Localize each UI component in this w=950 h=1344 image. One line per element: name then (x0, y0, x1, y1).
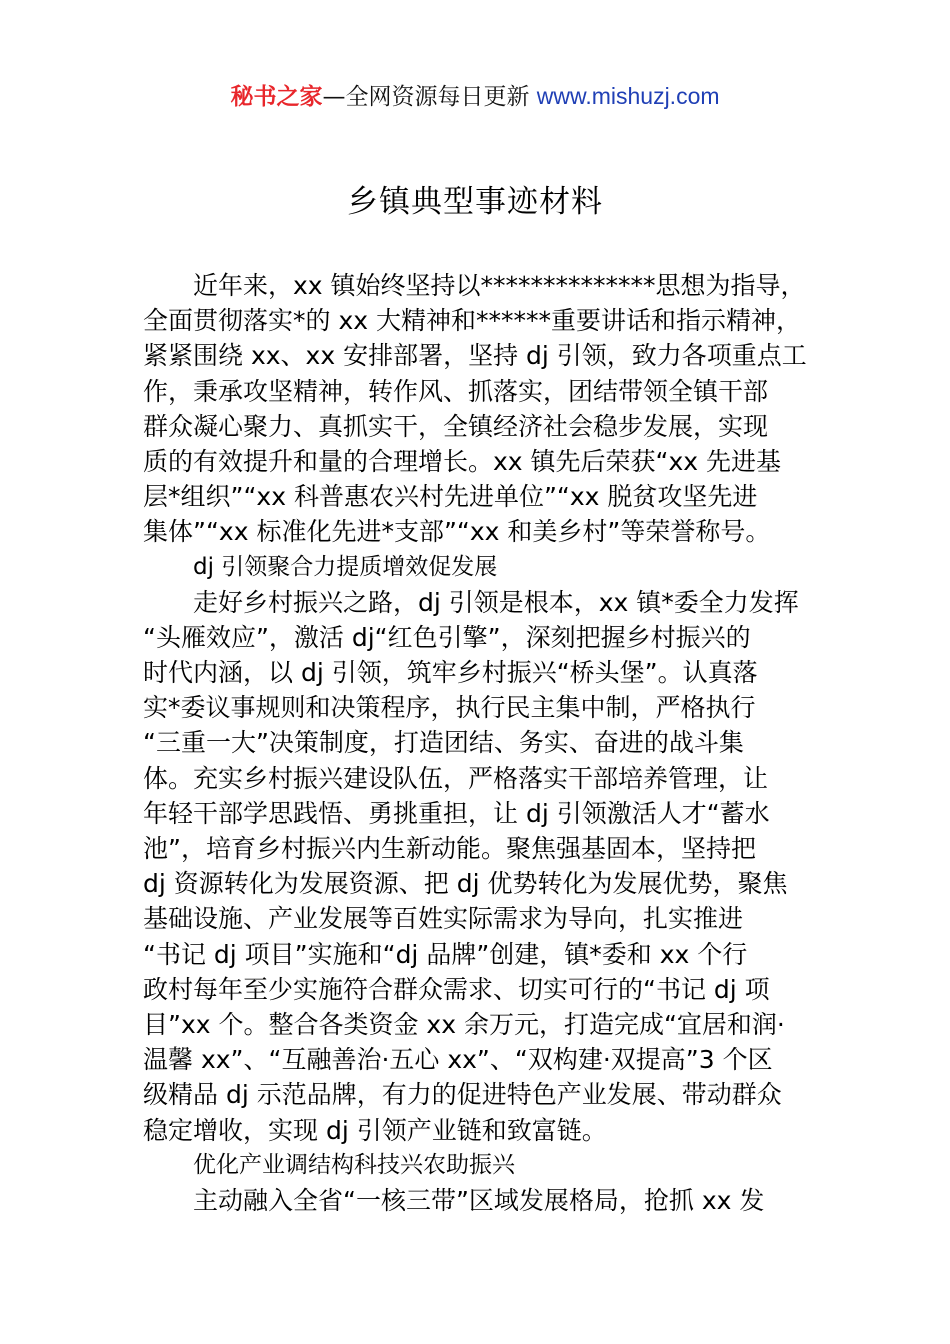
paragraph-line: 近年来，xx 镇始终坚持以**************思想为指导， (193, 271, 806, 300)
site-tagline: —全网资源每日更新 (322, 84, 537, 110)
document-body (143, 268, 813, 1218)
section-heading: 优化产业调结构科技兴农助振兴 (193, 1151, 515, 1178)
paragraph-line: 主动融入全省“一核三带”区域发展格局，抢抓 xx 发 (193, 1185, 765, 1215)
paragraph-line: 全面贯彻落实*的 xx 大精神和******重要讲话和指示精神， (143, 306, 801, 336)
paragraph-line: “头雁效应”，激活 dj“红色引擎”，深刻把握乡村振兴的 (143, 622, 751, 652)
paragraph-line: 体。充实乡村振兴建设队伍，严格落实干部培养管理，让 (143, 763, 769, 793)
paragraph-line: 年轻干部学思践悟、勇挑重担，让 dj 引领激活人才“蓄水 (143, 798, 770, 828)
section-heading: dj 引领聚合力提质增效促发展 (193, 553, 498, 580)
paragraph-line: 走好乡村振兴之路，dj 引领是根本，xx 镇*委全力发挥 (193, 587, 799, 617)
paragraph-line: “书记 dj 项目”实施和“dj 品牌”创建，镇*委和 xx 个行 (143, 939, 748, 969)
paragraph-line: 集体”“xx 标准化先进*支部”“xx 和美乡村”等荣誉称号。 (143, 517, 771, 547)
document-title: 乡镇典型事迹材料 (347, 184, 603, 220)
paragraph-line: 目”xx 个。整合各类资金 xx 余万元，打造完成“宜居和润· (143, 1009, 785, 1039)
paragraph-line: “三重一大”决策制度，打造团结、务实、奋进的战斗集 (143, 728, 744, 758)
paragraph-line: 温馨 xx”、“互融善治·五心 xx”、“双构建·双提高”3 个区 (143, 1045, 773, 1075)
paragraph-line: 稳定增收，实现 dj 引领产业链和致富链。 (143, 1115, 607, 1145)
paragraph-line: 质的有效提升和量的合理增长。xx 镇先后荣获“xx 先进基 (143, 446, 782, 476)
paragraph-line: 实*委议事规则和决策程序，执行民主集中制，严格执行 (143, 693, 756, 723)
paragraph-line: 政村每年至少实施符合群众需求、切实可行的“书记 dj 项 (143, 974, 770, 1004)
paragraph-line: 层*组织”“xx 科普惠农兴村先进单位”“xx 脱贫攻坚先进 (143, 482, 758, 512)
paragraph-line: 基础设施、产业发展等百姓实际需求为导向，扎实推进 (143, 904, 744, 934)
site-header (0, 80, 950, 113)
paragraph-line: 群众凝心聚力、真抓实干，全镇经济社会稳步发展，实现 (143, 411, 769, 441)
site-url-link[interactable]: www.mishuzj.com (536, 83, 720, 109)
paragraph-line: 时代内涵，以 dj 引领，筑牢乡村振兴“桥头堡”。认真落 (143, 658, 758, 688)
site-brand: 秘书之家 (230, 84, 323, 110)
paragraph-line: 紧紧围绕 xx、xx 安排部署，坚持 dj 引领，致力各项重点工 (143, 341, 807, 371)
paragraph-line: 池”，培育乡村振兴内生新动能。聚焦强基固本，坚持把 (143, 834, 756, 863)
paragraph-line: dj 资源转化为发展资源、把 dj 优势转化为发展优势，聚焦 (143, 869, 788, 899)
paragraph-line: 作，秉承攻坚精神，转作风、抓落实，团结带领全镇干部 (143, 376, 769, 406)
paragraph-line: 级精品 dj 示范品牌，有力的促进特色产业发展、带动群众 (143, 1080, 782, 1110)
